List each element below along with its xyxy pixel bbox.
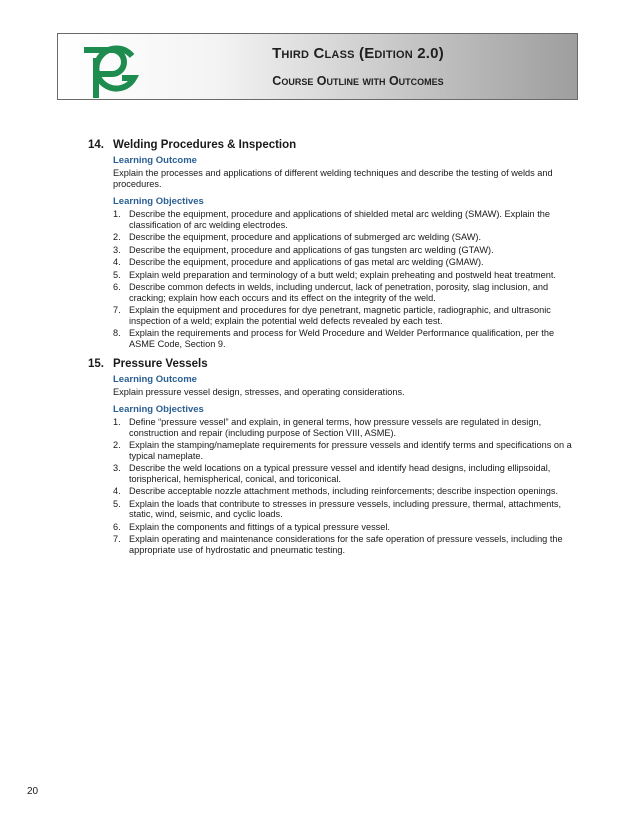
objective-text: Explain the stamping/nameplate requirements for pressure vessels and identify terms and specifications on a typical nameplate.	[129, 440, 572, 461]
objective-number: 6.	[113, 521, 121, 532]
objective-text: Describe the equipment, procedure and applications of gas tungsten arc welding (GTAW).	[129, 244, 494, 255]
list-item	[113, 282, 578, 303]
objective-text: Explain the loads that contribute to stresses in pressure vessels, including pressure, thermal, attachments, static, wind, seismic, and cyclic loads.	[129, 498, 562, 519]
objective-number: 3.	[113, 244, 121, 255]
objective-number: 1.	[113, 209, 121, 219]
list-item	[113, 328, 578, 349]
section-title: Welding Procedures & Inspection	[113, 139, 297, 151]
objective-text: Describe the equipment, procedure and applications of submerged arc welding (SAW).	[129, 232, 482, 242]
document-subtitle: Course Outline with Outcomes	[272, 74, 444, 88]
list-item	[113, 305, 578, 326]
objective-text: Explain operating and maintenance considerations for the safe operation of pressure vessels, including the appropriate use of hydrostatic and pneumatic testing.	[129, 534, 563, 555]
page-number: 20	[27, 786, 39, 797]
list-item	[113, 270, 578, 281]
section-title: Pressure Vessels	[113, 358, 208, 370]
list-item	[113, 209, 578, 230]
list-item	[113, 522, 578, 533]
learning-outcome-text: Explain the processes and applications of different welding techniques and describe the testing of welds and procedures.	[113, 168, 553, 189]
learning-outcome-text: Explain pressure vessel design, stresses, and operating considerations.	[113, 387, 405, 397]
document-title: Third Class (Edition 2.0)	[272, 45, 444, 62]
objective-number: 5.	[113, 498, 121, 509]
objective-text: Describe common defects in welds, including undercut, lack of penetration, porosity, slag inclusion, and cracking; explain how each occurs and its effect on the integrity of the weld.	[129, 282, 549, 303]
objective-text: Explain the equipment and procedures for dye penetrant, magnetic particle, radiographic, and ultrasonic inspection of a weld; explain the potential weld defects revealed by each test.	[129, 305, 551, 326]
objectives-list	[113, 417, 578, 555]
section-heading	[88, 138, 578, 153]
section-number: 14.	[88, 139, 104, 151]
objective-number: 4.	[113, 486, 121, 496]
objective-number: 7.	[113, 305, 121, 315]
objective-text: Describe the weld locations on a typical pressure vessel and identify head designs, including ellipsoidal, torispherical, hemispherical, conical, and toriconical.	[129, 463, 551, 484]
objective-text: Explain the components and fittings of a typical pressure vessel.	[129, 521, 390, 532]
page-header	[57, 33, 578, 100]
objective-text: Define “pressure vessel” and explain, in general terms, how pressure vessels are regulated in design, construction and repair (including purpose of Section VIII, ASME).	[129, 417, 542, 438]
objective-number: 4.	[113, 257, 121, 267]
header-text	[208, 44, 508, 89]
list-item	[113, 417, 578, 438]
learning-outcome-label: Learning Outcome	[113, 155, 197, 166]
learning-objectives-label: Learning Objectives	[113, 196, 204, 207]
objective-number: 5.	[113, 269, 121, 280]
list-item	[113, 440, 578, 461]
objective-text: Describe acceptable nozzle attachment methods, including reinforcements; describe inspection openings.	[129, 486, 558, 496]
list-item	[113, 232, 578, 243]
section-welding	[88, 138, 578, 349]
objectives-list	[113, 209, 578, 349]
list-item	[113, 486, 578, 497]
objective-number: 2.	[113, 440, 121, 450]
section-heading	[88, 357, 578, 372]
section-number: 15.	[88, 358, 104, 370]
objective-number: 2.	[113, 232, 121, 242]
section-pressure-vessels	[88, 357, 578, 555]
objective-number: 3.	[113, 463, 121, 473]
objective-text: Explain the requirements and process for Weld Procedure and Welder Performance qualification, per the ASME Code, Section 9.	[129, 328, 555, 349]
list-item	[113, 499, 578, 520]
list-item	[113, 245, 578, 256]
pg-logo-icon	[82, 38, 144, 100]
list-item	[113, 463, 578, 484]
objective-number: 8.	[113, 328, 121, 338]
objective-number: 7.	[113, 534, 121, 544]
objective-text: Describe the equipment, procedure and applications of gas metal arc welding (GMAW).	[129, 257, 484, 267]
learning-outcome-label: Learning Outcome	[113, 374, 197, 385]
list-item	[113, 257, 578, 268]
objective-text: Describe the equipment, procedure and applications of shielded metal arc welding (SMAW). Explain the classification of arc welding electrodes.	[129, 209, 550, 230]
objective-number: 6.	[113, 282, 121, 292]
course-outline	[88, 138, 578, 563]
objective-number: 1.	[113, 417, 121, 427]
list-item	[113, 534, 578, 555]
learning-objectives-label: Learning Objectives	[113, 404, 204, 415]
objective-text: Explain weld preparation and terminology of a butt weld; explain preheating and postweld heat treatment.	[129, 269, 556, 280]
